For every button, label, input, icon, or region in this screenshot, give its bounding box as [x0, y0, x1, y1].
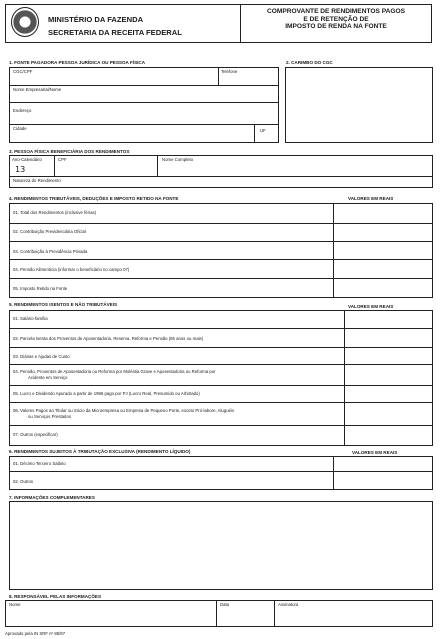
uf-label: UF: [260, 128, 266, 133]
cgc-cpf-label: CGC/CPF: [13, 69, 33, 74]
form-approval-code: Aprovado pela IN SRF nº 85/97: [5, 631, 66, 636]
section1-title: 1. FONTE PAGADORA PESSOA JURÍDICA OU PESSOA FÍSICA: [9, 60, 146, 65]
s4-row-01: 01. Total dos Rendimentos (inclusive férias): [13, 210, 97, 215]
section4-title: 4. RENDIMENTOS TRIBUTÁVEIS, DEDUÇÕES E IMPOSTO RETIDO NA FONTE: [9, 196, 179, 201]
s6-row-02: 02. Outros: [13, 479, 34, 484]
s5-row-04-cont: Acidente em Serviço: [28, 375, 68, 380]
s6-row-01: 01. Décimo Terceiro Salário: [13, 461, 66, 466]
section6-title: 6. RENDIMENTOS SUJEITOS À TRIBUTAÇÃO EXCLUSIVA (RENDIMENTO LÍQUIDO): [9, 449, 191, 454]
section5-box: [9, 310, 433, 446]
responsavel-nome-label: Nome: [9, 602, 21, 607]
ministry-name: MINISTÉRIO DA FAZENDA: [48, 15, 144, 24]
section6-box: [9, 456, 433, 490]
document-title-line1: COMPROVANTE DE RENDIMENTOS PAGOS: [266, 8, 406, 15]
ano-calendario-label: Ano-Calendário: [12, 157, 42, 162]
section5-title: 5. RENDIMENTOS ISENTOS E NÃO TRIBUTÁVEIS: [9, 302, 118, 307]
nome-completo-label: Nome Completo: [162, 157, 194, 162]
section3-title: 3. PESSOA FÍSICA BENEFICIÁRIA DOS RENDIMENTOS: [9, 149, 130, 154]
s5-row-06-cont: ou Serviços Prestados: [28, 414, 71, 419]
section3-box: [9, 155, 433, 188]
section8-box: [5, 600, 433, 627]
document-title-line2: E DE RETENÇÃO DE: [303, 15, 369, 23]
ano-calendario-value[interactable]: 13: [15, 165, 26, 174]
s4-row-03: 03. Contribuição à Previdência Privada: [13, 249, 88, 254]
s5-row-01: 01. Salário-família: [13, 316, 48, 321]
coat-of-arms-emblem: [11, 7, 39, 37]
endereco-label: Endereço: [13, 108, 32, 113]
form-header: [5, 4, 432, 43]
s5-row-07: 07. Outros (especificar): [13, 432, 58, 437]
section2-title: 2. CARIMBO DO CGC: [286, 60, 333, 65]
cgc-stamp-box: [285, 67, 433, 143]
document-title-line3: IMPOSTO DE RENDA NA FONTE: [285, 23, 387, 30]
nome-empresarial-label: Nome Empresarial/Nome: [13, 87, 62, 92]
section7-title: 7. INFORMAÇÕES COMPLEMENTARES: [9, 495, 95, 500]
responsavel-data-label: Data: [220, 602, 230, 607]
natureza-rendimento-label: Natureza do Rendimento: [13, 178, 61, 183]
section5-values-label: VALORES EM REAIS: [348, 304, 394, 309]
s4-row-02: 02. Contribuição Previdenciária Oficial: [13, 229, 86, 234]
section4-values-label: VALORES EM REAIS: [348, 196, 394, 201]
section1-box: [9, 67, 279, 143]
s5-row-06: 06. Valores Pagos ao Titular ou Sócio da Microempresa ou Empresa de Pequeno Porte, exceto Pró-labore, Aluguéis: [13, 408, 235, 413]
cpf-label: CPF: [58, 157, 67, 162]
s4-row-05: 05. Imposto Retido na Fonte: [13, 286, 68, 291]
s5-row-04: 04. Pensão, Proventos de Aposentadoria ou Reforma por Moléstia Grave e Aposentadoria ou Reforma por: [13, 369, 216, 374]
section6-values-label: VALORES EM REAIS: [352, 450, 398, 455]
secretariat-name: SECRETARIA DA RECEITA FEDERAL: [48, 28, 182, 37]
cidade-label: Cidade: [13, 126, 27, 131]
s4-row-04: 04. Pensão Alimentícia (informar o beneficiário no campo 07): [13, 267, 130, 272]
complementary-info-box[interactable]: [9, 501, 433, 590]
telefone-label: Telefone: [221, 69, 238, 74]
s5-row-05: 05. Lucro e Dividendo Apurado a partir de 1996 pago por PJ (Lucro Real, Presumido ou Arbitrado): [13, 391, 200, 396]
section8-title: 8. RESPONSÁVEL PELAS INFORMAÇÕES: [9, 594, 102, 599]
responsavel-assinatura-label: Assinatura: [278, 602, 299, 607]
s5-row-03: 03. Diárias e Ajudas de Custo: [13, 354, 70, 359]
section4-box: [9, 203, 433, 298]
s5-row-02: 02. Parcela Isenta dos Proventos de Aposentadoria, Reserva, Reforma e Pensão (65 anos ou mais): [13, 336, 204, 341]
